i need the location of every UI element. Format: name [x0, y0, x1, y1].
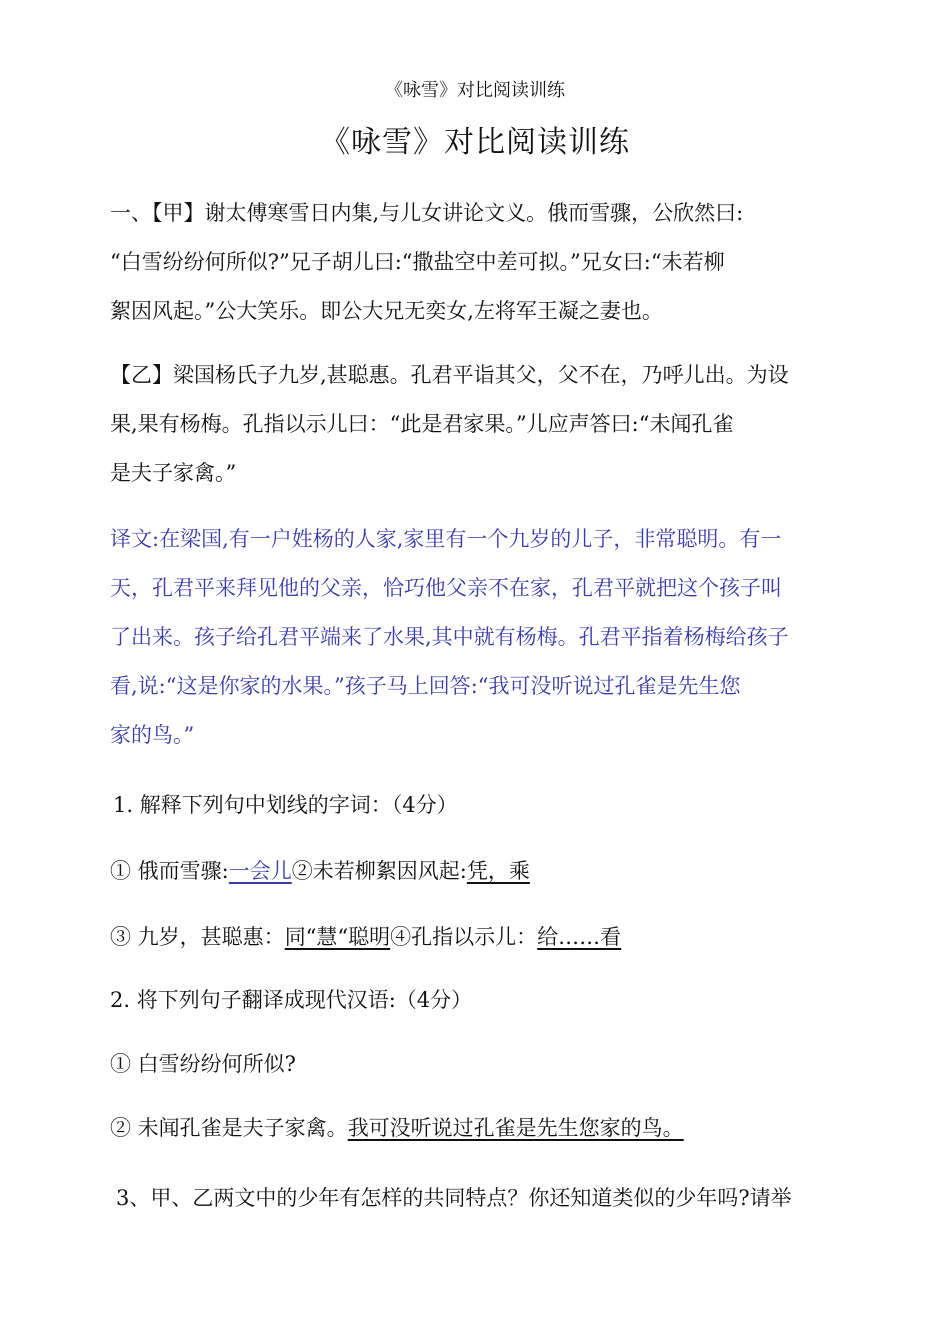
q1-item1-answer: 一会儿 — [228, 859, 292, 883]
passage-jia-line: “白雪纷纷何所似?”兄子胡儿曰:“撒盐空中差可拟。”兄女曰:“未若柳 — [110, 250, 725, 274]
q1-item4-answer: 给……看 — [537, 925, 622, 949]
passage-yi-line: 【乙】梁国杨氏子九岁,甚聪惠。孔君平诣其父，父不在，乃呼儿出。为设 — [110, 363, 789, 387]
question-2-item-1: ① 白雪纷纷何所似? — [110, 1052, 296, 1076]
question-1-prompt: 1. 解释下列句中划线的字词：（4分） — [113, 793, 458, 817]
translation-line: 了出来。孩子给孔君平端来了水果,其中就有杨梅。孔君平指着杨梅给孩子 — [110, 625, 789, 649]
passage-yi-line: 是夫子家禽。” — [110, 461, 237, 485]
q1-item2-answer: 凭，乘 — [466, 859, 530, 883]
q2-item2-answer: 我可没听说过孔雀是先生您家的鸟。 — [347, 1116, 684, 1140]
passage-jia-line: 一、【甲】谢太傅寒雪日内集,与儿女讲论文义。俄而雪骤，公欣然曰: — [110, 201, 744, 225]
q1-item2-prefix: ②未若柳絮因风起: — [291, 859, 467, 883]
translation-line: 看,说:“这是你家的水果。”孩子马上回答:“我可没听说过孔雀是先生您 — [110, 674, 741, 698]
translation-line: 家的鸟。” — [110, 723, 195, 747]
q2-item2-prefix: ② 未闻孔雀是夫子家禽。 — [110, 1116, 348, 1140]
question-2-item-2 — [110, 1113, 684, 1143]
question-2-prompt: 2. 将下列句子翻译成现代汉语:（4分） — [110, 988, 473, 1012]
question-3-prompt: 3、甲、乙两文中的少年有怎样的共同特点？你还知道类似的少年吗?请举 — [116, 1186, 792, 1210]
q1-item3-answer: 同“慧“聪明 — [284, 925, 391, 949]
passage-yi-line: 果,果有杨梅。孔指以示儿曰：“此是君家果。”儿应声答曰:“未闻孔雀 — [110, 412, 734, 436]
page-title: 《咏雪》对比阅读训练 — [320, 125, 630, 160]
passage-jia — [110, 189, 840, 336]
question-1-row-1 — [110, 856, 530, 886]
page-header: 《咏雪》对比阅读训练 — [385, 80, 565, 101]
passage-yi — [110, 351, 840, 498]
translation-line: 译文:在梁国,有一户姓杨的人家,家里有一个九岁的儿子，非常聪明。有一 — [110, 527, 782, 551]
translation-line: 天，孔君平来拜见他的父亲，恰巧他父亲不在家，孔君平就把这个孩子叫 — [110, 576, 782, 600]
passage-jia-line: 絮因风起。”公大笑乐。即公大兄无奕女,左将军王凝之妻也。 — [110, 299, 663, 323]
translation-passage — [110, 515, 840, 760]
q1-item4-prefix: ④孔指以示儿： — [390, 925, 538, 949]
question-1-row-2 — [110, 922, 621, 952]
q1-item1-prefix: ① 俄而雪骤: — [110, 859, 229, 883]
q1-item3-prefix: ③ 九岁，甚聪惠： — [110, 925, 285, 949]
